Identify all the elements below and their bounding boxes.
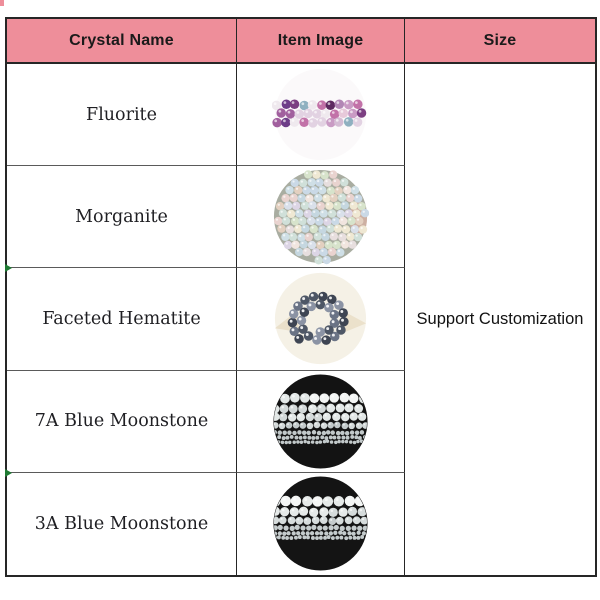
crystal-name-cell <box>7 268 237 370</box>
fluorite-beads-image <box>272 66 369 163</box>
item-image-cell <box>237 371 405 473</box>
crystal-name-cell <box>7 64 237 166</box>
item-image-cell <box>237 473 405 575</box>
7a-blue-moonstone-beads-image <box>272 373 369 470</box>
crystal-name-cell <box>7 473 237 575</box>
crystal-name-text: 3A Blue Moonstone <box>34 513 209 534</box>
crystal-name-text: Morganite <box>75 206 168 227</box>
size-merged-cell <box>405 64 595 575</box>
top-left-pink-artifact <box>0 0 4 6</box>
crystal-name-cell <box>7 166 237 268</box>
crystal-name-text: Fluorite <box>86 104 157 125</box>
item-image-cell <box>237 64 405 166</box>
item-image-cell <box>237 166 405 268</box>
green-marker-artifact <box>5 264 12 272</box>
crystal-name-text: Faceted Hematite <box>42 308 201 329</box>
size-text: Support Customization <box>416 309 584 328</box>
green-marker-artifact <box>5 469 12 477</box>
item-image-cell <box>237 268 405 370</box>
header-item-image: Item Image <box>237 19 405 64</box>
3a-blue-moonstone-beads-image <box>272 475 369 572</box>
faceted-hematite-beads-image <box>272 270 369 367</box>
header-size: Size <box>405 19 595 64</box>
crystal-name-cell <box>7 371 237 473</box>
crystal-name-text: 7A Blue Moonstone <box>34 411 209 432</box>
crystal-product-table <box>5 17 597 577</box>
morganite-beads-image <box>272 168 369 265</box>
header-crystal-name: Crystal Name <box>7 19 237 64</box>
